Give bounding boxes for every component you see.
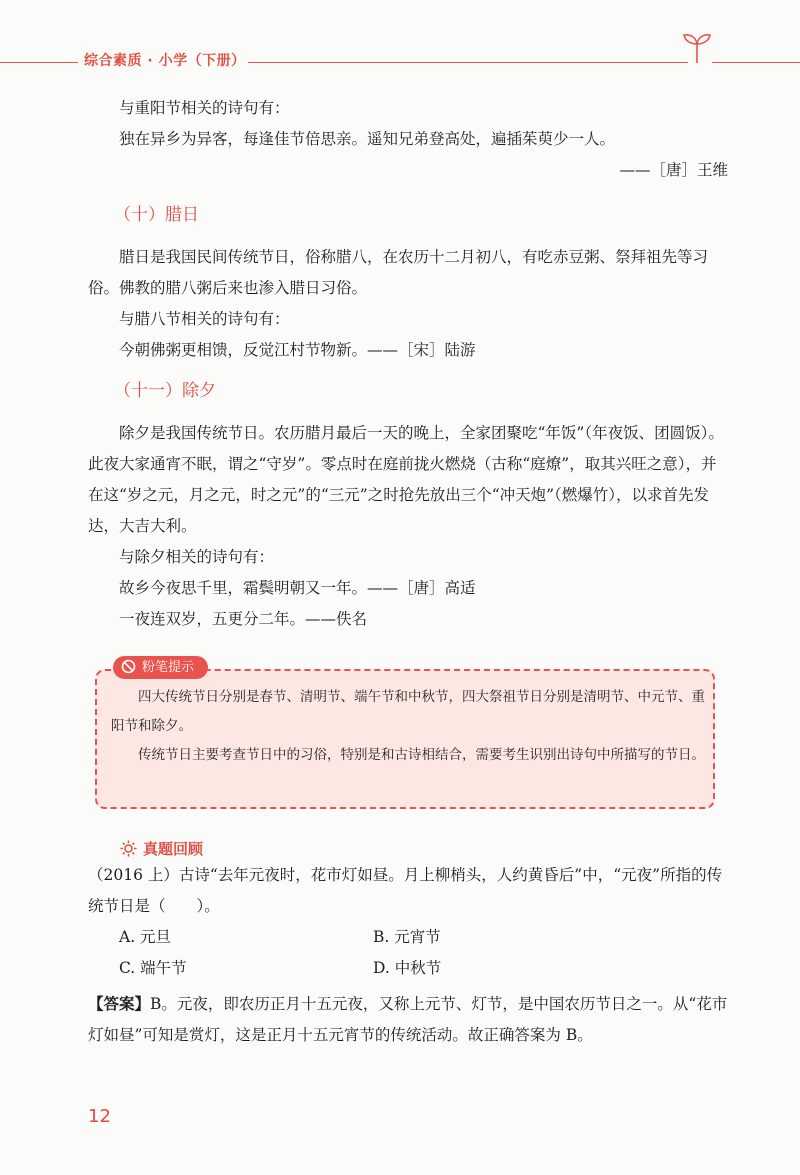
options xyxy=(119,922,728,984)
section-heading-layue: （十）腊日 xyxy=(114,205,199,225)
no-entry-icon xyxy=(121,659,136,674)
header-rule-far-right xyxy=(712,62,800,63)
answer-text: B。元夜，即农历正月十五元夜，又称上元节、灯节，是中国农历节日之一。从“花市灯如昼”可知是赏灯，这是正月十五元宵节的传统活动。故正确答案为 B。 xyxy=(88,995,728,1044)
header-rule-right xyxy=(248,62,688,63)
chongyang-intro: 与重阳节相关的诗句有： xyxy=(119,99,290,117)
section-heading-chuxi: （十一）除夕 xyxy=(114,381,216,401)
layue-verse: 今朝佛粥更相馈，反觉江村节物新。——［宋］陆游 xyxy=(119,341,476,359)
tip-text xyxy=(111,683,709,770)
chuxi-intro: 与除夕相关的诗句有： xyxy=(119,548,275,566)
chuxi-paragraph: 除夕是我国传统节日。农历腊月最后一天的晚上，全家团聚吃“年饭”（年夜饭、团圆饭）。此夜大家通宵不眠，谓之“守岁”。零点时在庭前拢火燃烧（古称“庭燎”，取其兴旺之意），并在这“岁之元，月之元，时之元”的“三元”之时抢先放出三个“冲天炮”（燃爆竹），以求首先发达，大吉大利。 xyxy=(88,424,724,535)
question-block xyxy=(88,860,728,1051)
question-text: （2016 上）古诗“去年元夜时，花市灯如昼。月上柳梢头，人约黄昏后”中，“元夜”所指的传统节日是（ ）。 xyxy=(88,866,723,915)
option-c: C. 端午节 xyxy=(119,959,187,977)
sprout-icon xyxy=(681,30,713,64)
tip-paragraph-1: 四大传统节日分别是春节、清明节、端午节和中秋节，四大祭祖节日分别是清明节、中元节、重阳节和除夕。 xyxy=(111,689,705,734)
option-d: D. 中秋节 xyxy=(373,959,442,977)
answer xyxy=(88,988,728,1051)
option-b: B. 元宵节 xyxy=(373,928,441,946)
review-heading-text: 真题回顾 xyxy=(143,840,204,858)
tip-label-text: 粉笔提示 xyxy=(142,660,195,675)
main-content xyxy=(88,93,728,635)
review-heading xyxy=(120,838,203,859)
page-number: 12 xyxy=(88,1106,111,1127)
chuxi-verse-1: 故乡今夜思千里，霜鬓明朝又一年。——［唐］高适 xyxy=(119,579,476,597)
option-a: A. 元旦 xyxy=(119,928,172,946)
header-rule-left xyxy=(0,62,78,63)
answer-label: 【答案】 xyxy=(88,994,151,1013)
sun-icon xyxy=(120,840,137,857)
header-title: 综合素质 · 小学（下册） xyxy=(84,53,246,69)
chongyang-verse: 独在异乡为异客，每逢佳节倍思亲。遥知兄弟登高处，遍插茱萸少一人。 xyxy=(119,130,616,148)
tip-paragraph-2: 传统节日主要考查节日中的习俗，特别是和古诗相结合，需要考生识别出诗句中所描写的节日。 xyxy=(138,747,705,763)
tip-label xyxy=(113,656,208,679)
layue-intro: 与腊八节相关的诗句有： xyxy=(119,310,290,328)
page-header xyxy=(0,0,800,80)
layue-paragraph: 腊日是我国民间传统节日，俗称腊八，在农历十二月初八，有吃赤豆粥、祭拜祖先等习俗。佛教的腊八粥后来也渗入腊日习俗。 xyxy=(88,248,709,297)
chongyang-attribution: ——［唐］王维 xyxy=(619,161,728,179)
chuxi-verse-2: 一夜连双岁，五更分二年。——佚名 xyxy=(119,610,368,628)
